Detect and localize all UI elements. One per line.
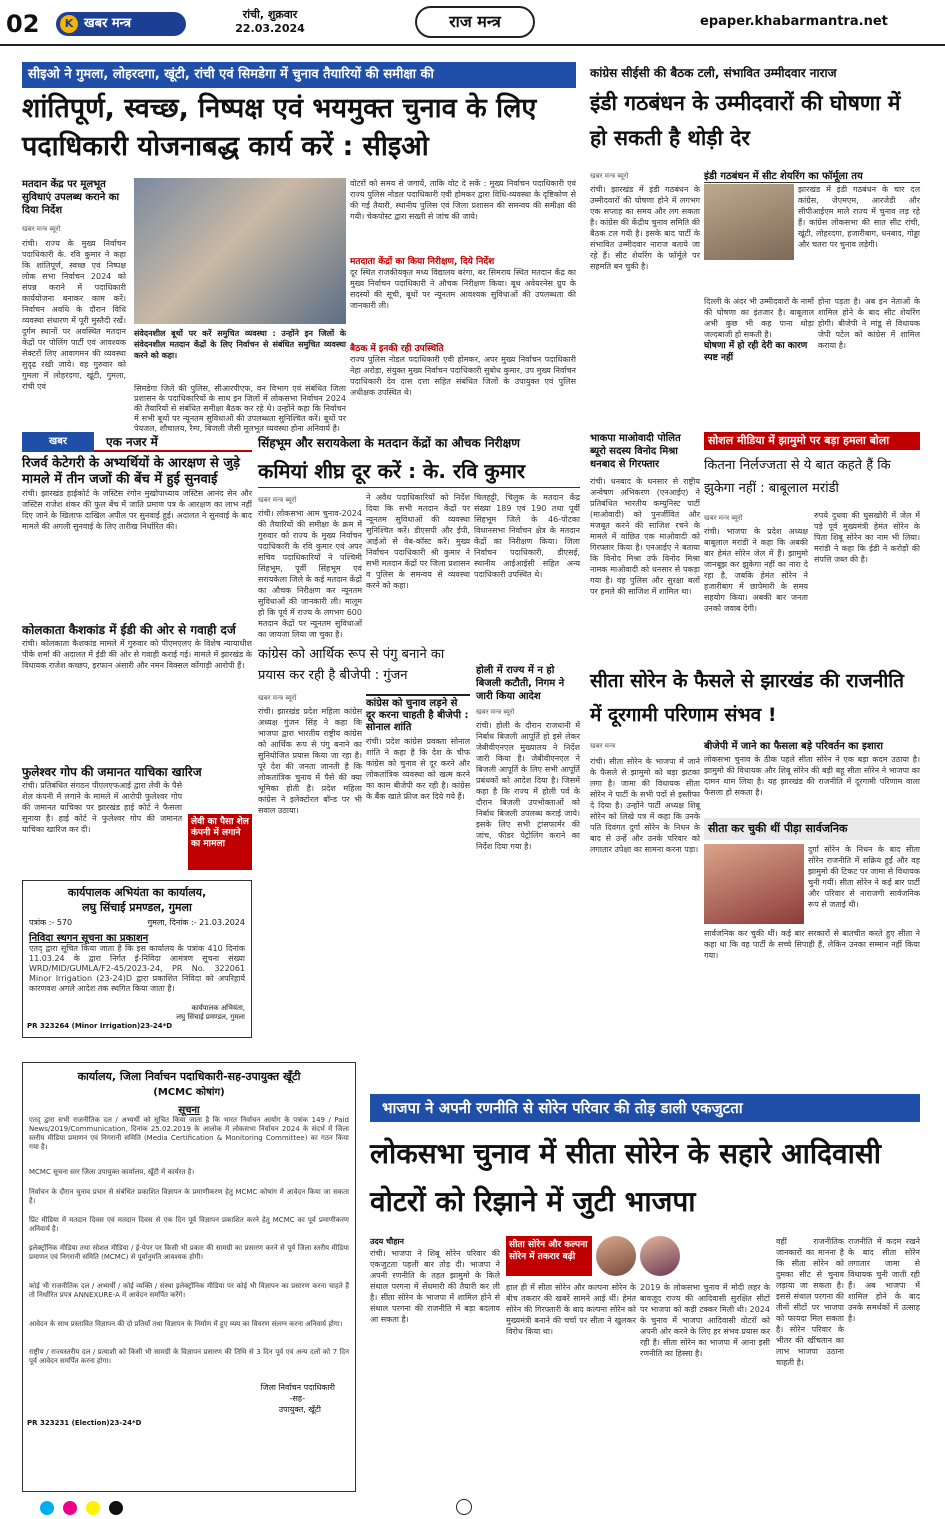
sita-card-body: दुर्गा सोरेन के निधन के बाद सीता सोरेन राजनीति में सक्रिय हुईं और वह झामुमो की टिकट पर जामा से विधायक चुनी गयीं। सीता सोरेन ने कई बार पार्टी और परिवार से नाराजगी सार्वजनिक रूप से जताई थी। [808,845,920,909]
tender2-item: निर्वाचन के दौरान चुनाव प्रचार से संबंधित प्रकाशित विज्ञापन के प्रमाणीकरण हेतु MCMC कोषांग में आवेदन किया जा सकता है। [29,1188,349,1205]
ek-nazar-headline[interactable]: रिजर्व केटेगरी के अभ्यर्थियों के आरक्षण से जुड़े मामले में तीन जजों की बेंच में हुई सुनवाई [22,456,240,487]
ek-nazar-item [22,622,252,762]
brand-name: खबर मन्त्र [84,16,132,31]
byline: खबर मन्त्र ब्यूरो [258,496,297,504]
dateline [230,8,310,36]
tender-date: गुमला, दिनांक :- 21.03.2024 [147,918,245,927]
tender2-list [23,1168,355,1376]
byline: खबर मन्त्र ब्यूरो [590,172,629,180]
byline: खबर मन्त्र ब्यूरो [704,514,743,522]
lead-sub-2: मतदाता केंद्रों का किया निरीक्षण, दिये निर्देश [350,257,495,267]
sita-card-title: सीता कर चुकी थीं पीड़ा सार्वजनिक [704,818,920,840]
ek-nazar-body: रांची। झारखंड हाईकोर्ट के जस्टिस रंगोन मुखोपाध्याय जस्टिस आनंद सेन और जस्टिस राजेश शंकर की फुल बेंच में जाति प्रमाण पत्र के आरक्षण का लाभ नहीं दिए जाने के खिलाफ दाखिल अपील पर सुनवाई हुई। अदालत ने सुनवाई के बाद मामले की अगली सुनवाई के लिए तारीख निर्धारित की। [22,489,252,531]
gunjan-body-1: रांची। झारखंड प्रदेश महिला कांग्रेस अध्यक्ष गुंजन सिंह ने कहा कि भाजपा द्वारा भारतीय राष्ट्रीय कांग्रेस को आर्थिक रूप से पंगु बनाने का सुनियोजित प्रयास किया जा रहा है। पूरे देश की जनता जानती है कि लोकतांत्रिक चुनाव में पैसे की क्या भूमिका होती है। प्रदेश महिला कांग्रेस ने इलेक्टोरल बॉन्ड पर भी सवाल उठाया। [258,707,362,815]
tender2-item: आवेदन के साथ प्रस्तावित विज्ञापन की दो प्रतियाँ तथा विज्ञापन के निर्माण में हुए व्यय का विवरण संलग्न करना अनिवार्य होगा। [29,1320,343,1328]
bjp-body-3: वहीं राजनीतिक जानकारों का मानना है कि सीता सोरेन को दुमका सीट से चुनाव लड़ाया जा सकता है। इससे संथाल परगना की तीनों सीटों पर भाजपा को फायदा मिल सकता है। सोरेन परिवार के भीतर की खींचतान का लाभ भाजपा उठाना चाहती है। [776,1237,844,1367]
portrait-photo-2 [640,1236,680,1276]
print-color-marks [40,1500,127,1519]
lead-body-4: दूर स्थित राजकीयकृत मध्य विद्यालय बरंगा, बर सिमराय स्थित मतदान केंद्र का मुख्य निर्वाचन पदाधिकारी ने औचक निरीक्षण किया। बूथ अवेयरनेस ग्रुप के सदस्यों की सूची, बूथों पर न्यूनतम आवश्यक सुविधाओं की उपलब्धता की जानकारी ली। [350,268,576,310]
bjp-byline: उदय चौहान [370,1237,404,1246]
tender2-sign-3: उपायुक्त, खूँटी [278,1405,321,1414]
tender2-intro: एतद् द्वारा सभी राजनीतिक दल / अभ्यर्थी को सूचित किया जाता है कि भारत निर्वाचन आयोग के पत्रांक 149 / Paid News/2019/Communication, दिनांक 25.02.2019 के आलोक में लोकसभा निर्वाचन 2024 के संदर्भ में जिला स्तरीय मीडिया प्रमाणन एवं निगरानी समिति (Media Certification & Monitoring Committee) का गठन किया गया है। [29,1116,349,1151]
bjp-headline[interactable]: लोकसभा चुनाव में सीता सोरेन के सहारे आदिवासी वोटरों को रिझाने में जुटी भाजपा [370,1137,882,1218]
ek-nazar-headline[interactable]: फुलेश्वर गोप की जमानत याचिका खारिज [22,765,202,779]
raids-headline[interactable]: कमियां शीघ्र दूर करें : के. रवि कुमार [258,456,580,488]
issue-date: 22.03.2024 [235,22,305,35]
sita-body: रांची। सीता सोरेन के भाजपा में जाने के फैसले से झामुमो को बड़ा झटका लगा है। जामा की विधायक सीता सोरेन ने पार्टी के सभी पदों से इस्तीफा दे दिया है। उन्होंने पार्टी अध्यक्ष शिबू सोरेन को लिखे पत्र में कहा कि उनके पति दिवंगत दुर्गा सोरेन के निधन के बाद से उन्हें और उनके परिवार को लगातार उपेक्षा का सामना करना पड़ा। [590,757,700,854]
tender-division: लघु सिंचाई प्रमण्डल, गुमला [82,901,192,914]
portrait-photo-1 [596,1236,636,1276]
registration-mark-icon [456,1499,472,1515]
tender-ref-row [23,915,251,930]
lead-body-5: राज्य पुलिस नोडल पदाधिकारी एवी होमकर, अपर मुख्य निर्वाचन पदाधिकारी नेहा अरोड़ा, संयुक्त मुख्य निर्वाचन पदाधिकारी सुबोध कुमार, उप मुख्य निर्वाचन पदाधिकारी देव दास दत्ता सहित संबंधित जिलों के उपायुक्त एवं पुलिस अधीक्षक उपस्थित थे। [350,355,576,397]
politician-photo [704,184,794,260]
tender-title: निविदा स्थगन सूचना का प्रकाशन [29,933,149,944]
tender2-item: राष्ट्रीय / राज्यस्तरीय दल / प्रत्याशी को किसी भी सामग्री के विज्ञापन प्रसारण की तिथि से 3 दिन पूर्व एवं अन्य दलों को 7 दिन पूर्व आवेदन समर्पित करना होगा। [29,1348,349,1365]
byline: खबर मन्त्र ब्यूरो [258,694,297,702]
tender2-item: प्रिंट मीडिया में मतदान दिवस एवं मतदान दिवस से एक दिन पूर्व विज्ञापन प्रकाशित करने हेतु MCMC का पूर्व प्रमाणीकरण अनिवार्य है। [29,1216,349,1233]
byline: खबर मन्त्र [590,742,616,750]
tender-office: कार्यपालक अभियंता का कार्यालय, [67,886,207,899]
bhakpa-headline[interactable]: भाकपा माओवादी पोलित ब्यूरो सदस्य विनोद मिश्रा धनबाद से गिरफ्तार [590,433,681,470]
tender-pr: PR 323264 (Minor Irrigation)23-24*D [27,1022,173,1030]
sita-sub: बीजेपी में जाने का फैसला बड़े परिवर्तन का इशारा [704,741,883,752]
bjp-body-2: 2019 के लोकसभा चुनाव में मोदी लहर के बावजूद राज्य की आदिवासी सुरक्षित सीटों पर भाजपा को कड़ी टक्कर मिली थी। 2024 के चुनाव में भाजपा आदिवासी वोटरों को अपनी ओर करने के लिए हर संभव प्रयास कर रही है। सीता सोरेन का भाजपा में आना इसी रणनीति का हिस्सा है। [640,1283,770,1358]
lead-col-right [350,178,576,424]
right-sub-2: घोषणा में हो रही देरी का कारण स्पष्ट नहीं [704,341,808,363]
tender-sign-2: लघु सिंचाई प्रमण्डल, गुमला [176,1013,245,1021]
ek-nazar-body: रांची। प्रतिबंधित संगठन पीएलएफआई द्वारा लेवी के पैसे शेल कंपनी में लगाने के मामले में आरोपी फुलेश्वर गोप की जमानत याचिका पर झारखंड हाई कोर्ट ने फैसला सुनाया है। हाई कोर्ट ने फुलेश्वर गोप की जमानत याचिका खारिज कर दी। [22,781,182,834]
ek-nazar-label: खबर [22,432,94,452]
tender2-item: इलेक्ट्रॉनिक मीडिया तथा सोशल मीडिया / ई-पेपर पर किसी भी प्रकार की सामग्री का प्रसारण करने से पूर्व जिला स्तरीय मीडिया प्रमाणन एवं निगरानी समिति (MCMC) से पूर्वानुमति आवश्यक होगी। [29,1244,349,1261]
lead-photo-caption: संवेदनशील बूथों पर करें समुचित व्यवस्था : उन्होंने इन जिलों के संवेदनशील मतदान केंद्रों के लिए निर्वाचन से संबंधित समुचित व्यवस्था करने को कहा। [134,329,346,360]
lead-kicker: सीइओ ने गुमला, लोहरदगा, खूंटी, रांची एवं सिमडेगा में चुनाव तैयारियों की समीक्षा की [22,62,576,88]
brand-icon: K [60,15,78,33]
bjp-inset-body: हाल ही में सीता सोरेन और कल्पना सोरेन के बीच तकरार की खबरें सामने आई थीं। हेमंत सोरेन की गिरफ्तारी के बाद कल्पना सोरेन को मुख्यमंत्री बनाने की चर्चा पर सीता ने खुलकर विरोध किया था। [506,1283,636,1336]
jmm-kicker: सोशल मीडिया में झामुमो पर बड़ा हमला बोला [704,432,920,450]
page-tag: राज मन्त्र [415,6,535,38]
gunjan-body-2: रांची। प्रदेश कांग्रेस प्रवक्ता सोनाल शांति ने कहा है कि देश के चीफ कांग्रेस को चुनाव से दूर करने और लोकतांत्रिक व्यवस्था को खत्म करने का काम बीजेपी कर रही है। कांग्रेस के बैंक खाते फ्रीज कर दिये गये हैं। [366,737,470,801]
right-body-3: दिल्ली के अंदर भी उम्मीदवारों के नामों की घोषणा का इंतजार है। बाबूलाल अभी कुछ भी कह पाना थोड़ा जल्दबाजी हो सकती है। [704,297,814,339]
raids-body-1: रांची। लोकसभा आम चुनाव-2024 की तैयारियों की समीक्षा के क्रम में गुरुवार को राज्य के मुख्य निर्वाचन पदाधिकारी के रवि कुमार एवं अपर सचिव पदाधिकारियों ने पश्चिमी सिंहभूम, पूर्वी सिंहभूम एवं सरायकेला जिले के कई मतदान केंद्रों का औचक निरीक्षण कर न्यूनतम सुविधाओं की जानकारी ली। मालूम हो कि पूर्व में राज्य के लगभग 600 मतदान केंद्रों पर न्यूनतम सुविधाओं का जायजा लिया जा चुका है। [258,509,362,639]
tender2-pr: PR 323231 (Election)23-24*D [27,1419,142,1427]
city-day: रांची, शुक्रवार [242,8,298,21]
ek-nazar-callout: लेवी का पैसा शेल कंपनी में लगाने का मामला [188,814,252,870]
tender2-sign-2: -सह- [289,1394,305,1403]
brand-logo [56,12,186,36]
lead-headline[interactable]: शांतिपूर्ण, स्वच्छ, निष्पक्ष एवं भयमुक्त चुनाव के लिए पदाधिकारी योजनाबद्ध कार्य करें : सीइओ [22,93,537,162]
tender-sign-1: कार्यपालक अभियंता, [191,1004,245,1012]
lead-side-title: मतदान केंद्र पर मूलभूत सुविधाएं उपलब्ध कराने का दिया निर्देश [22,179,120,216]
ek-nazar-headline[interactable]: कोलकाता कैशकांड में ईडी की ओर से गवाही दर्ज [22,623,236,637]
tender-notice-gumla [22,880,252,1038]
bjp-body-4: राजनीति में कदम रखने के बाद सीता सोरेन लगातार जामा से विधायक चुनी जाती रही हैं। अब भाजपा में शामिल होने के बाद उनके समर्थकों में उत्साह है। [848,1237,920,1323]
right-body-1: रांची। झारखंड में इंडी गठबंधन के उम्मीदवारों की घोषणा होने में लगभग एक सप्ताह का समय और लग सकता है। कांग्रेस की केंद्रीय चुनाव समिति की बैठक टल गयी है। इसके बाद पार्टी के संभावित उम्मीदवार नाराज बताये जा रहे हैं। सीट शेयरिंग के फॉर्मूले पर सहमति बन चुकी है। [590,185,700,271]
tender2-notice: सूचना [178,1105,200,1116]
tender2-item: कोई भी राजनीतिक दल / अभ्यर्थी / कोई व्यक्ति / संस्था इलेक्ट्रॉनिक मीडिया पर कोई भी विज्ञापन का प्रसारण करना चाहते हैं तो निर्धारित प्रपत्र ANNEXURE-A में आवेदन समर्पित करेंगे। [29,1282,349,1299]
lead-sub-3: बैठक में इनकी रही उपस्थिति [350,344,444,354]
holi-body: रांची। होली के दौरान राजधानी में निर्बाध बिजली आपूर्ति हो इसे लेकर जेबीवीएनएल मुख्यालय ने निर्देश जारी किया है। जेबीवीएनएल ने बिजली आपूर्ति के लिए सभी आपूर्ति प्रबंधकों को आदेश दिया है। जिसमें कहा है कि राज्य में होली पर्व के दौरान बिजली उपभोक्ताओं को निर्बाध बिजली उपलब्ध कराई जाये। इसके लिए सभी ट्रांसफार्मर की जांच, फीडर पेट्रोलिंग कराने का निर्देश दिया गया है। [476,721,580,851]
lead-body-3: वोटरों को समय से जगायें, ताकि वोट दे सकें : मुख्य निर्वाचन पदाधिकारी एवं राज्य पुलिस नोडल पदाधिकारी एवी होमकर द्वारा विधि-व्यवस्था के दृष्टिकोण से की गई तैयारी, स्थानीय पुलिस एवं जिला प्रशासन की समन्वय की समीक्षा की गयी। चेकपोस्ट द्वारा सख्ती से जांच की जाये। [350,179,576,221]
right-sub: इंडी गठबंधन में सीट शेयरिंग का फॉर्मूला तय [704,168,920,183]
ek-nazar-body: रांची। कोलकाता कैशकांड मामले में गुरुवार को पीएमएलए के विशेष न्यायाधीश पीके शर्मा की अदालत में ईडी की ओर से गवाही कराई गई। मामले में झारखंड के विधायक राजेश कच्छप, इरफान अंसारी और नमन विक्सल कोंगाड़ी आरोपी हैं। [22,639,252,670]
right-body-2: झारखंड में इंडी गठबंधन के चार दल कांग्रेस, जेएमएम, आरजेडी और सीपीआईएम माले राज्य में चुनाव लड़ रहे हैं। कांग्रेस लोकसभा की सात सीट रांची, खूंटी, लोहरदगा, हजारीबाग, धनबाद, गोड्डा और चतरा पर चुनाव लड़ेगी। [798,185,920,249]
tender2-sign-1: जिला निर्वाचन पदाधिकारी [260,1383,335,1392]
lead-side [22,178,126,448]
tender-notice-khunti [22,1062,356,1492]
tender2-item: MCMC सूचना स्तर जिला उपायुक्त कार्यालय, खूँटी में कार्यरत है। [29,1168,195,1176]
gunjan-sub: कांग्रेस को चुनाव लड़ने से दूर करना चाहती है बीजेपी : सोनाल शांति [366,694,470,730]
sita-photo [704,844,804,924]
yellow-mark-icon [86,1501,100,1515]
cyan-mark-icon [40,1501,54,1515]
sita-intro: लोकसभा चुनाव के ठीक पहले सीता सोरेन ने एक बड़ा कदम उठाया है। झामुमो की विधायक और शिबू सोरेन की बड़ी बहू सीता सोरेन ने भाजपा का दामन थाम लिया है। यह झारखंड की राजनीति में दूरगामी परिणाम वाला फैसला हो सकता है। [704,755,920,797]
holi-headline[interactable]: होली में राज्य में न हो बिजली कटौती, निगम ने जारी किया आदेश [476,665,565,702]
black-mark-icon [109,1501,123,1515]
tender-body: एतद् द्वारा सूचित किया जाता है कि इस कार्यालय के पत्रांक 410 दिनांक 11.03.24 के द्वारा निर्गत ई-निविदा आमंत्रण सूचना संख्या WRD/MID/GUMLA/F2-45/2023-24, PR No. 322061 Minor Irrigation (23-24)D द्वारा प्रकाशित निविदा को अपरिहार्य कारणवश अगले आदेश तक स्थगित किया जाता है। [29,944,245,993]
magenta-mark-icon [63,1501,77,1515]
raids-body-2: ने अवैध पदाधिकारियों को निर्देश दिया कि सभी मतदान केंद्रों पर न्यूनतम सुविधाओं की व्यवस्था सुनिश्चित करें। डीएसपी और ईपी, आईओ से वेब-कॉस्ट करें। मुख्य निर्वाचन पदाधिकारी श्री कुमार ने सभी मतदान केंद्रों पर जिला प्रशासन व पुलिस के समन्वय से व्यवस्था करने को कहा। [366,493,470,590]
sita-headline[interactable]: सीता सोरेन के फैसले से झारखंड की राजनीति में दूरगामी परिणाम संभव ! [590,670,904,726]
meeting-photo [134,178,346,324]
byline: खबर मन्त्र ब्यूरो [476,708,515,716]
ek-nazar-header [22,432,252,452]
raids-kicker: सिंहभूम और सरायकेला के मतदान केंद्रों का औचक निरीक्षण [258,436,520,450]
tender-patrank: पत्रांक :- 570 [29,918,73,927]
masthead [0,0,945,46]
sita-card-body-2: सार्वजनिक कर चुकी थीं। कई बार सरकारों से बातचीत करते हुए सीता ने कहा था कि वह पार्टी के सच्चे सिपाही हैं, लेकिन उनका सम्मान नहीं किया गया। [704,929,920,960]
byline: खबर मन्त्र ब्यूरो [22,225,61,233]
ek-nazar-item [22,456,252,616]
gunjan-headline[interactable]: कांग्रेस को आर्थिक रूप से पंगु बनाने का प्रयास कर रही है बीजेपी : गुंजन [258,647,445,683]
right-kicker: कांग्रेस सीईसी की बैठक टली, संभावित उम्मीदवार नाराज [590,66,837,80]
jmm-headline[interactable]: कितना निर्लज्जता से ये बात कहते हैं कि झुकेगा नहीं : बाबूलाल मरांडी [704,458,891,496]
raids-body-3: चिलहट्टी, चिलुक के मतदान केंद्र संख्या 189 एवं 190 तथा पूर्वी सिंहभूम जिले के 46-पोटका विधानसभा निर्वाचन क्षेत्र के मतदान केंद्रों का निरीक्षण किया। जिला निर्वाचन पदाधिकारी, डीएसई, स्थानीय आईआईसी सहित अन्य पदाधिकारी उपस्थित थे। [474,493,580,579]
jmm-body-1: रांची। भाजपा के प्रदेश अध्यक्ष बाबूलाल मरांडी ने कहा कि अबकी बार हेमंत सोरेन जेल में हैं। झामुमो जानबूझ कर झुकेगा नहीं का नारा दे रहा है, जबकि हेमंत सोरेन ने हजारीबाग में छापेमारी के समय सहयोग किया। अबकी बार जनता उनको जवाब देगी। [704,527,808,613]
bjp-kicker: भाजपा ने अपनी रणनीति से सोरेन परिवार की तोड़ डाली एकजुटता [370,1094,920,1122]
bjp-inset-title: सीता सोरेन और कल्पना सोरेन में तकरार बढ़ी [506,1236,592,1276]
page-number: 02 [6,10,40,38]
bhakpa-body: रांची। धनबाद के धनसार से राष्ट्रीय अन्वेषण अभिकरण (एनआईए) ने प्रतिबंधित भारतीय कम्युनिस्ट पार्टी (माओवादी) को पुनर्जीवित और मजबूत करने की साजिश रचने के मामले में वांछित एक माओवादी को गिरफ्तार किया है। एनआईए ने बताया कि विनोद मिश्रा उर्फ विनोद मिश्रा नामक माओवादी को धनसार से पकड़ा गया है। वह पुलिस और सुरक्षा बलों पर हमले की साजिश में शामिल था। [590,477,700,596]
bjp-body-1: रांची। भाजपा ने शिबू सोरेन परिवार की एकजुटता पहली बार तोड़ दी। भाजपा ने अपनी रणनीति के तहत झामुमो के किले संथाल परगना में सेंधमारी की तैयारी कर ली है। सीता सोरेन के भाजपा में शामिल होने से संथाल परगना की राजनीति में बड़ा बदलाव आ सकता है। [370,1249,500,1324]
lead-body-2: सिमडेगा जिले की पुलिस, सीआरपीएफ, वन विभाग एवं संबंधित जिला प्रशासन के पदाधिकारियों के साथ इन जिलों में लोकसभा निर्वाचन 2024 की तैयारियों से संबंधित समीक्षा बैठक कर रहे थे। उन्होंने कहा कि निर्वाचन में सभी बूथों पर न्यूनतम सुविधाओं की उपलब्धता सुनिश्चित करें। बूथों पर पेयजल, शौचालय, रैम्प, बिजली जैसी मूलभूत व्यवस्था होना अनिवार्य है। [134,384,346,433]
lead-body-1: रांची। राज्य के मुख्य निर्वाचन पदाधिकारी के. रवि कुमार ने कहा कि शांतिपूर्ण, स्वच्छ एवं निष्पक्ष लोक सभा निर्वाचन 2024 को संपन्न कराने में पदाधिकारी कार्ययोजना बनाकर काम करें। निर्वाचन अवधि के दौरान विधि व्यवस्था संधारण में पूरी मुस्तैदी रखें। दुर्गम स्थानों पर अवस्थित मतदान केंद्रों पर पोलिंग पार्टी एवं आवश्यक सेक्टरों लिए आवागमन की व्यवस्था सुदृढ़ रखी जाये। वह गुरुवार को गुमला में लोहरदगा, खूंटी, गुमला, रांची एवं [22,239,126,391]
tender2-office: कार्यालय, जिला निर्वाचन पदाधिकारी-सह-उपायुक्त खूँटी [77,1070,301,1083]
right-body-4: होना पड़ता है। अब इन नेताओं के शामिल होने के बाद सीट शेयरिंग होगी। बीजेपी ने मांडू से विधायक जेपी पटेल को कांग्रेस में शामिल कराया है। [818,297,920,350]
right-headline[interactable]: इंडी गठबंधन के उम्मीदवारों की घोषणा में हो सकती है थोड़ी देर [590,91,901,150]
ek-nazar-title: एक नजर में [106,435,158,449]
jmm-body-2: रुपये दुधवा की घुसखोरी में जेल में पड़े पूर्व मुख्यमंत्री हेमंत सोरेन के पिता शिबू सोरेन का नाम भी लिया। मरांडी ने कहा कि ईडी ने करोड़ों की संपत्ति जब्त की है। [814,511,920,564]
epaper-url[interactable]: epaper.khabarmantra.net [700,14,888,29]
tender2-cell: (MCMC कोषांग) [153,1087,225,1098]
